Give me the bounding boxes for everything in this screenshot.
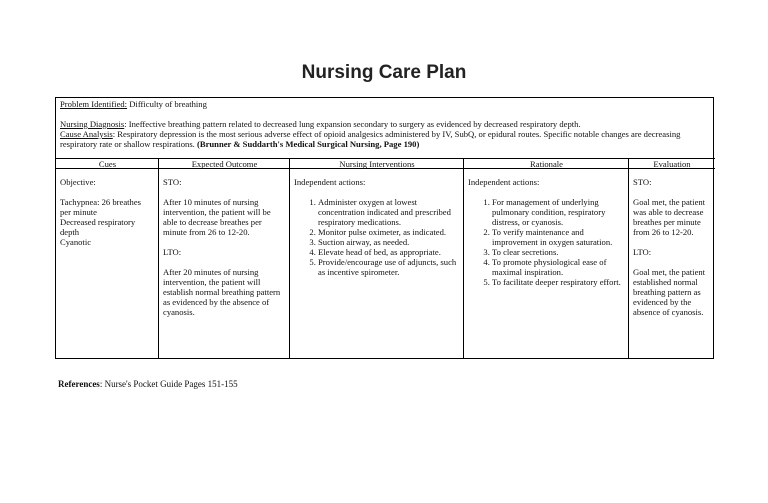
evaluation-lto-label: LTO:	[633, 247, 652, 257]
rationale-heading: Independent actions:	[468, 177, 540, 187]
references-label: References	[58, 379, 100, 389]
evaluation-sto-text: Goal met, the patient was able to decrease breathes per minute from 26 to 12-20.	[633, 197, 706, 237]
list-item: 4. To promote physiological ease of maximal inspiration.	[492, 257, 624, 277]
cues-item: Tachypnea: 26 breathes per minute	[60, 197, 142, 217]
list-item: 1. For management of underlying pulmonary condition, respiratory distress, or cyanosis.	[492, 197, 624, 227]
evaluation-cell	[629, 169, 715, 358]
references-text: : Nurse's Pocket Guide Pages 151-155	[99, 379, 238, 389]
cause-source: (Brunner & Suddarth's Medical Surgical Nursing, Page 190)	[196, 139, 420, 149]
expected-lto-label: LTO:	[163, 247, 182, 257]
cause-line	[60, 129, 709, 149]
expected-sto-label: STO:	[163, 177, 182, 187]
diagnosis-text: : Ineffective breathing pattern related to decreased lung expansion secondary to surgery as evidenced by decreased respiratory depth.	[124, 119, 581, 129]
list-item: 2. Monitor pulse oximeter, as indicated.	[318, 227, 459, 237]
col-header-expected: Expected Outcome	[159, 158, 290, 169]
list-item: 2. To verify maintenance and improvement in oxygen saturation.	[492, 227, 624, 247]
col-header-rationale: Rationale	[464, 158, 629, 169]
interventions-heading: Independent actions:	[294, 177, 366, 187]
problem-line	[60, 99, 709, 109]
list-item: 3. Suction airway, as needed.	[318, 237, 459, 247]
interventions-list	[294, 197, 459, 277]
rationale-cell	[464, 169, 628, 358]
cues-cell	[56, 169, 158, 358]
list-item: 1. Administer oxygen at lowest concentration indicated and prescribed respiratory medications.	[318, 197, 459, 227]
care-plan-table	[55, 97, 714, 359]
rationale-list	[468, 197, 624, 287]
plan-header	[56, 98, 713, 158]
list-item: 5. Provide/encourage use of adjuncts, such as incentive spirometer.	[318, 257, 459, 277]
page-title: Nursing Care Plan	[301, 62, 467, 83]
cues-objective: Objective:	[60, 177, 96, 187]
cues-item: Decreased respiratory depth	[60, 217, 136, 237]
expected-cell	[159, 169, 289, 358]
evaluation-lto-text: Goal met, the patient established normal breathing pattern as evidenced by the absence of cyanosis.	[633, 267, 706, 317]
list-item: 5. To facilitate deeper respiratory effort.	[492, 277, 624, 287]
problem-text: Difficulty of breathing	[127, 99, 207, 109]
diagnosis-label: Nursing Diagnosis	[60, 119, 125, 129]
col-header-interventions: Nursing Interventions	[290, 158, 464, 169]
list-item: 3. To clear secretions.	[492, 247, 624, 257]
expected-lto-text: After 20 minutes of nursing intervention, the patient will establish normal breathing pattern as evidenced by the absence of cyanosis.	[163, 267, 281, 317]
expected-sto-text: After 10 minutes of nursing intervention, the patient will be able to decrease breathes per minute from 26 to 12-20.	[163, 197, 271, 237]
list-item: 4. Elevate head of bed, as appropriate.	[318, 247, 459, 257]
diagnosis-line	[60, 119, 709, 129]
cause-label: Cause Analysis	[60, 129, 113, 139]
plan-columns	[56, 158, 713, 358]
cues-item: Cyanotic	[60, 237, 92, 247]
interventions-cell	[290, 169, 463, 358]
cause-text: : Respiratory depression is the most serious adverse effect of opioid analgesics administered by IV, SubQ, or epidural routes. Specific notable changes are decreasing respiratory rate or shallow respirations.	[60, 129, 681, 149]
col-header-cues: Cues	[56, 158, 159, 169]
evaluation-sto-label: STO:	[633, 177, 652, 187]
problem-label: Problem Identified:	[60, 99, 128, 109]
references-line	[58, 379, 238, 389]
col-header-evaluation: Evaluation	[629, 158, 715, 169]
